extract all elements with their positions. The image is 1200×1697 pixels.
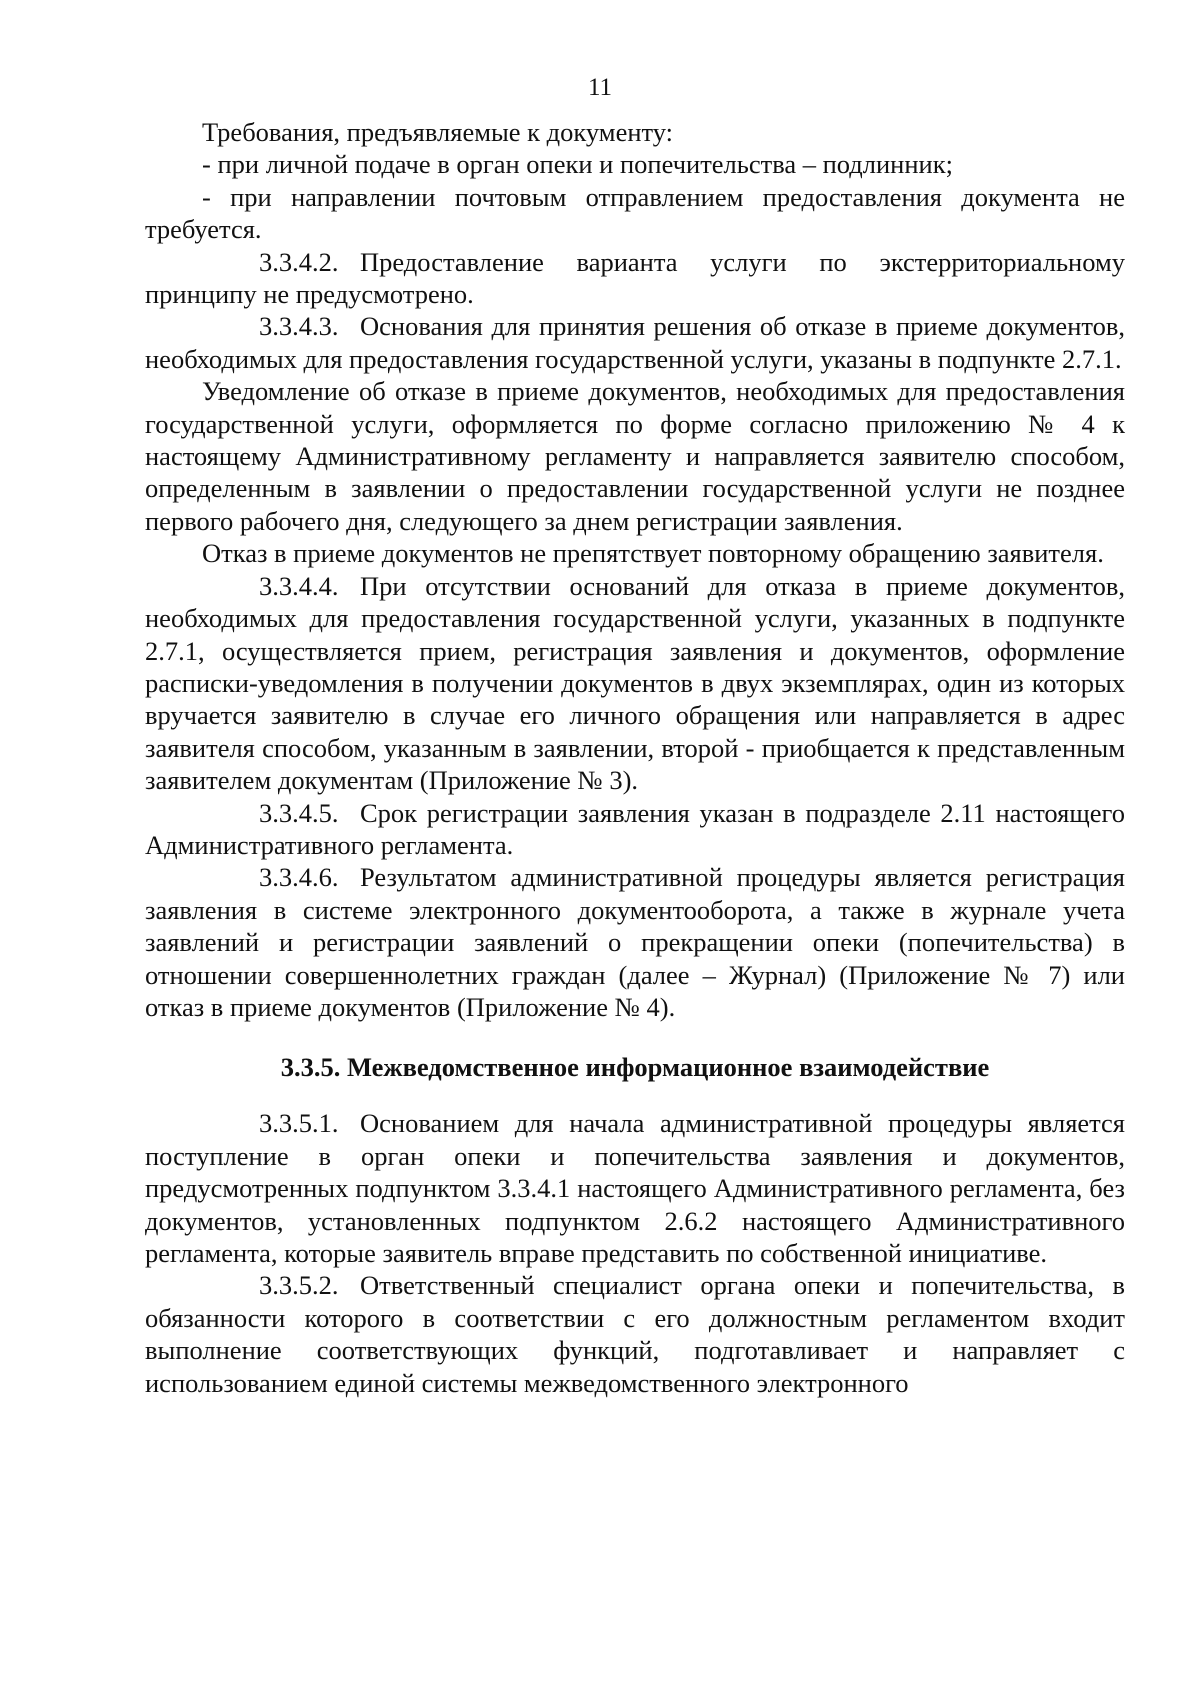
paragraph-text: Результатом административной процедуры является регистрация заявления в системе электронного документооборота, а также в журнале учета заявлений и регистрации заявлений о прекращении опеки (попечительства) в отношении совершеннолетних граждан (далее – Журнал) (Приложение № 7) или отказ в приеме документов (Приложение № 4). bbox=[145, 862, 1125, 1022]
paragraph bbox=[145, 310, 1125, 375]
clause-number: 3.3.4.4. bbox=[259, 570, 339, 601]
paragraph-text: Уведомление об отказе в приеме документов, необходимых для предоставления государственной услуги, оформляется по форме согласно приложению № 4 к настоящему Административному регламенту и направляется заявителю способом, определенным в заявлении о предоставлении государственной услуги не позднее первого рабочего дня, следующего за днем регистрации заявления. bbox=[145, 376, 1125, 536]
clause-number: 3.3.4.6. bbox=[259, 862, 339, 893]
paragraph bbox=[145, 570, 1125, 797]
document-body bbox=[145, 116, 1125, 1399]
paragraph-text: Требования, предъявляемые к документу: bbox=[202, 117, 674, 147]
clause-number: 3.3.5.1. bbox=[259, 1108, 339, 1139]
paragraph bbox=[145, 375, 1125, 537]
paragraph bbox=[145, 861, 1125, 1023]
paragraphs-after-section bbox=[145, 1107, 1125, 1399]
paragraph bbox=[145, 246, 1125, 311]
paragraph-text: Предоставление варианта услуги по экстерриториальному принципу не предусмотрено. bbox=[145, 246, 1125, 310]
clause-number: 3.3.4.5. bbox=[259, 797, 339, 828]
paragraph-text: Ответственный специалист органа опеки и попечительства, в обязанности которого в соответствии с его должностным регламентом входит выполнение соответствующих функций, подготавливает и направляет с использованием единой системы межведомственного электронного bbox=[145, 1270, 1125, 1398]
paragraph bbox=[145, 1107, 1125, 1269]
clause-number: 3.3.4.2. bbox=[259, 246, 339, 277]
paragraph bbox=[145, 116, 1125, 148]
paragraph-text: Срок регистрации заявления указан в подразделе 2.11 настоящего Административного регламента. bbox=[145, 797, 1125, 860]
paragraph bbox=[145, 797, 1125, 862]
paragraph bbox=[145, 1269, 1125, 1399]
paragraph-text: Отказ в приеме документов не препятствует повторному обращению заявителя. bbox=[202, 538, 1104, 569]
paragraph bbox=[145, 181, 1125, 246]
paragraphs-before-section bbox=[145, 116, 1125, 1023]
paragraph-text: - при направлении почтовым отправлением предоставления документа не требуется. bbox=[145, 181, 1125, 245]
clause-number: 3.3.5.2. bbox=[259, 1270, 339, 1301]
paragraph bbox=[145, 148, 1125, 180]
clause-number: 3.3.4.3. bbox=[259, 311, 339, 342]
paragraph-text: - при личной подаче в орган опеки и попечительства – подлинник; bbox=[202, 149, 953, 180]
paragraph bbox=[145, 537, 1125, 569]
page-number: 11 bbox=[587, 74, 613, 101]
paragraph-text: При отсутствии оснований для отказа в приеме документов, необходимых для предоставления государственной услуги, указанных в подпункте 2.7.1, осуществляется прием, регистрация заявления и документов, оформление расписки-уведомления в получении документов в двух экземплярах, один из которых вручается заявителю в случае его личного обращения или направляется в адрес заявителя способом, указанным в заявлении, второй - приобщается к представленным заявителем документам (Приложение № 3). bbox=[145, 570, 1125, 796]
section-heading: 3.3.5. Межведомственное информационное взаимодействие bbox=[280, 1052, 990, 1083]
paragraph-text: Основанием для начала административной процедуры является поступление в орган опеки и попечительства заявления и документов, предусмотренных подпунктом 3.3.4.1 настоящего Административного регламента, без документов, установленных подпунктом 2.6.2 настоящего Административного регламента, которые заявитель вправе представить по собственной инициативе. bbox=[145, 1108, 1125, 1268]
paragraph-text: Основания для принятия решения об отказе в приеме документов, необходимых для предоставления государственной услуги, указаны в подпункте 2.7.1. bbox=[145, 311, 1125, 374]
